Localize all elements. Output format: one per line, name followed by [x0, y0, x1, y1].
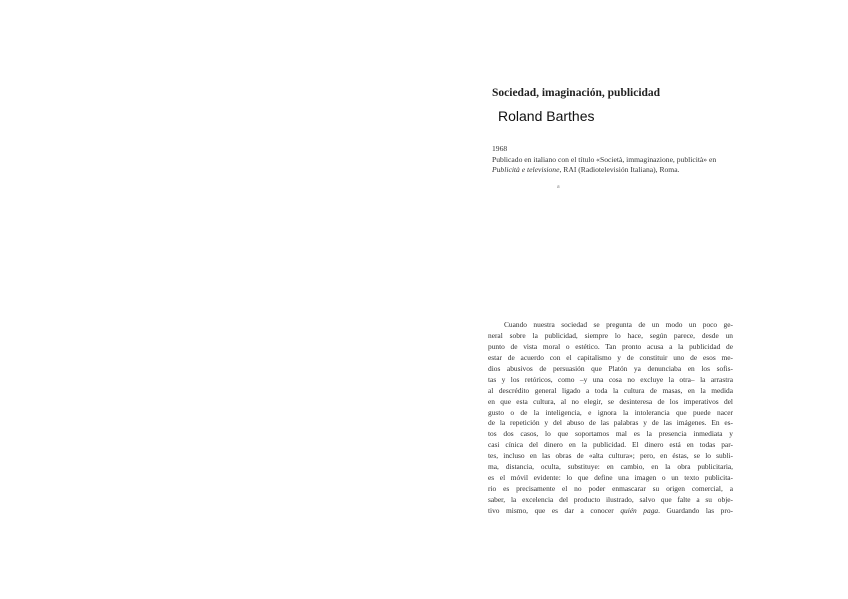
body-line: Cuando nuestra sociedad se pregunta de un modo un poco ge- [504, 320, 733, 329]
body-line: al descrédito general ligado a toda la cultura de masas, en la medida [488, 385, 733, 395]
body-line: tas y los retóricos, como –y una cosa no excluye la otra– la arrastra [488, 374, 733, 384]
body-line-last [488, 506, 733, 517]
body-line: estar de acuerdo con el capitalismo y de constituir uno de esos me- [488, 352, 733, 362]
body-line: gusto o de la inteligencia, e ignora la intolerancia que puede nacer [488, 407, 733, 417]
body-line: punto de vista moral o estético. Tan pronto acusa a la publicidad de [488, 341, 733, 351]
publication-source-rest: , RAI (Radiotelevisión Italiana), Roma. [559, 165, 680, 174]
body-line: de la repetición y del abuso de las palabras y de las imágenes. En es- [488, 418, 733, 428]
publication-source-title: Publicità e televisione [492, 165, 560, 174]
publication-line-2 [492, 165, 738, 176]
chapter-title: Sociedad, imaginación, publicidad [492, 87, 661, 99]
body-line: es el móvil evidente: lo que define una imagen o un texto publicita- [488, 473, 733, 483]
body-line: casi cínica del dinero en la publicidad. El dinero está en todas par- [488, 440, 733, 450]
author-name: Roland Barthes [498, 108, 595, 124]
body-line: ma, distancia, oculta, substituye: en cambio, en la obra publicitaria, [488, 462, 733, 472]
body-line: tes, incluso en las obras de «alta cultura»; pero, en éstas, se lo subli- [488, 451, 733, 461]
body-line-italic: quién paga [620, 505, 659, 515]
body-line: saber, la excelencia del producto ilustrado, salvo que falte a su obje- [488, 495, 733, 504]
page-mark: a [557, 184, 560, 190]
body-line: tos dos casos, lo que soportamos mal es la presencia inmediata y [488, 429, 733, 439]
body-line-segment: . Guardando las pro- [658, 505, 733, 515]
publication-note [492, 144, 738, 176]
body-paragraph [488, 320, 733, 517]
publication-year: 1968 [492, 144, 508, 153]
body-line: rio es precisamente el no poder enmascarar su origen comercial, a [488, 484, 733, 494]
body-line: en que esta cultura, al no elegir, se desinteresa de los imperativos del [488, 396, 733, 406]
publication-line-1: Publicado en italiano con el título «Società, immaginazione, publicità» en [492, 154, 717, 164]
body-line: dios abusivos de persuasión que Platón ya denunciaba en los sofis- [488, 363, 733, 373]
body-line: neral sobre la publicidad, siempre lo hace, según parece, desde un [488, 330, 733, 340]
body-line-segment: tivo mismo, que es dar a conocer [488, 505, 621, 515]
